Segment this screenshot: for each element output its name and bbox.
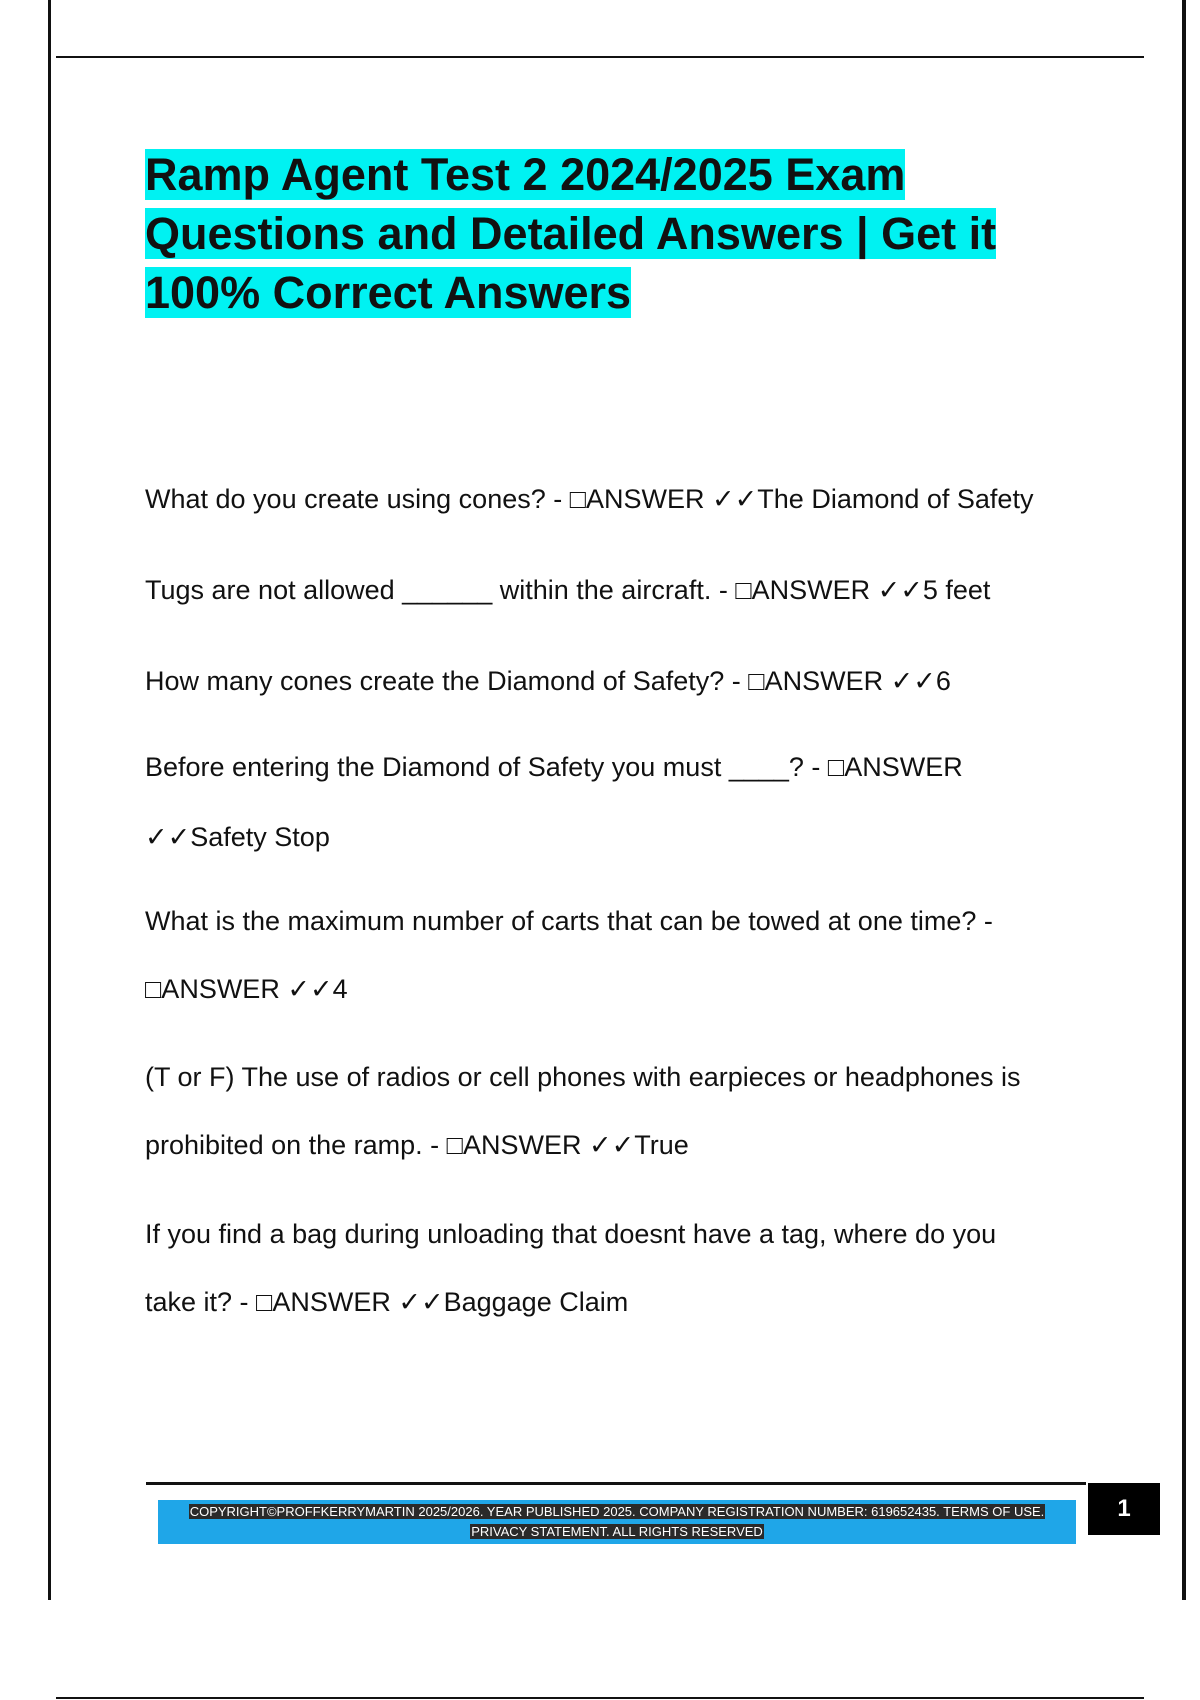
question-line: Before entering the Diamond of Safety you must ____? - □ANSWER [145, 752, 963, 782]
question-line: Tugs are not allowed ______ within the aircraft. - □ANSWER ✓✓5 feet [145, 575, 991, 605]
answer-line: take it? - □ANSWER ✓✓Baggage Claim [145, 1287, 629, 1317]
question-7 [145, 1220, 1145, 1336]
page-left-border [48, 0, 51, 1600]
question-line: (T or F) The use of radios or cell phones with earpieces or headphones is [145, 1062, 1021, 1092]
bottom-rule [56, 1697, 1144, 1699]
question-1 [145, 484, 1145, 515]
footer-rule [146, 1482, 1086, 1485]
question-line: If you find a bag during unloading that doesnt have a tag, where do you [145, 1219, 997, 1249]
title-line-2: Questions and Detailed Answers | Get it [145, 208, 997, 259]
question-line: What is the maximum number of carts that can be towed at one time? - [145, 906, 993, 936]
question-line: How many cones create the Diamond of Safety? - □ANSWER ✓✓6 [145, 666, 951, 696]
question-6 [145, 1063, 1145, 1179]
page-right-border [1182, 0, 1186, 1600]
header-rule [56, 56, 1144, 58]
title-line-3: 100% Correct Answers [145, 267, 632, 318]
question-5 [145, 907, 1145, 1023]
answer-line: □ANSWER ✓✓4 [145, 974, 348, 1004]
copyright-line-1: COPYRIGHT©PROFFKERRYMARTIN 2025/2026. YEAR PUBLISHED 2025. COMPANY REGISTRATION NUMBER: 619652435. TERMS OF USE. [189, 1504, 1045, 1519]
title-line-1: Ramp Agent Test 2 2024/2025 Exam [145, 149, 906, 200]
document-title [145, 145, 1105, 322]
answer-line: prohibited on the ramp. - □ANSWER ✓✓True [145, 1130, 689, 1160]
copyright-line-2: PRIVACY STATEMENT. ALL RIGHTS RESERVED [471, 1524, 763, 1539]
question-4 [145, 752, 1145, 872]
copyright-notice [158, 1502, 1076, 1542]
question-line: What do you create using cones? - □ANSWER ✓✓The Diamond of Safety [145, 484, 1034, 514]
question-3 [145, 666, 1145, 697]
question-2 [145, 575, 1145, 606]
page-number: 1 [1088, 1483, 1160, 1535]
answer-line: ✓✓Safety Stop [145, 822, 330, 852]
